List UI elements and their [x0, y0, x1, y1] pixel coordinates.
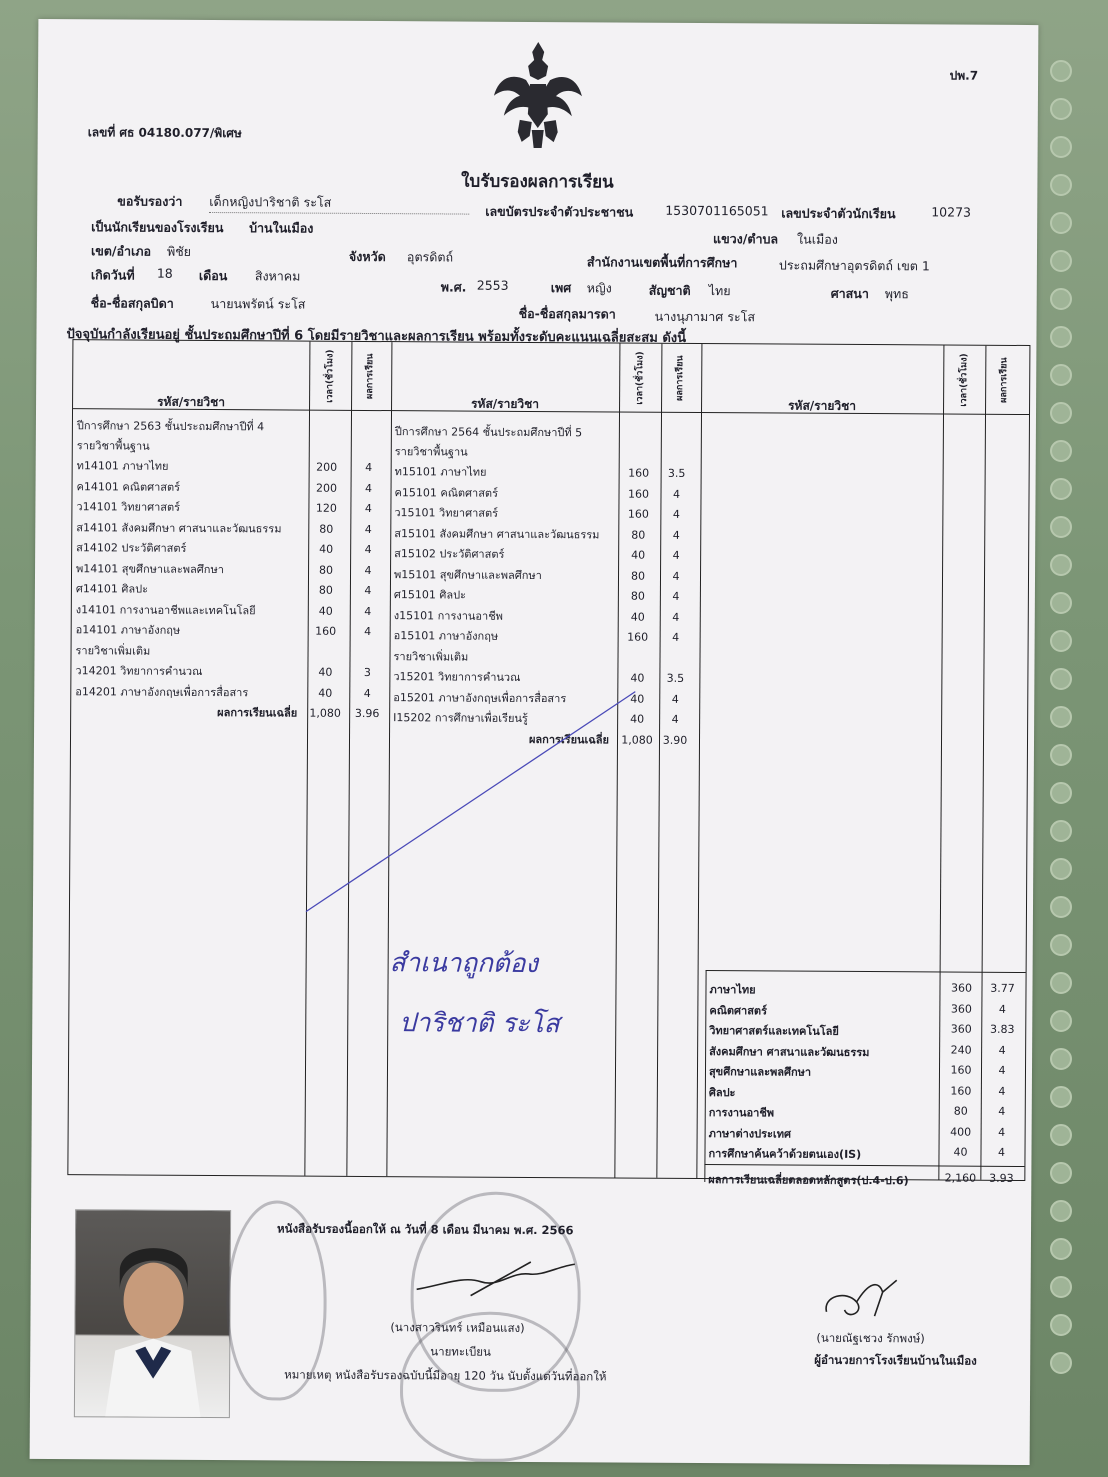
year4-basic-hours: 120 — [315, 501, 337, 515]
summary-subject: สุขศึกษาและพลศึกษา — [708, 1065, 812, 1079]
district: พิชัย — [166, 243, 192, 259]
handwritten-signature-name: ปาริชาติ ระโส — [399, 1008, 560, 1040]
year5-basic-hours: 80 — [631, 528, 646, 542]
year5-basic-row — [394, 544, 702, 566]
summary-subject: สังคมศึกษา ศาสนาและวัฒนธรรม — [709, 1044, 870, 1059]
father-label: ชื่อ-ชื่อสกุลบิดา — [90, 295, 174, 311]
col-subject-2: รหัส/รายวิชา — [471, 396, 540, 412]
certify-label: ขอรับรองว่า — [117, 193, 183, 209]
year4-basic-grade: 4 — [365, 460, 373, 475]
year5-extra-subject: ว15201 วิทยาการคำนวณ — [393, 670, 521, 684]
year4-basic-grade: 4 — [364, 522, 372, 536]
born-month: สิงหาคม — [254, 268, 301, 284]
summary-total-grade: 3.93 — [989, 1171, 1014, 1185]
nationality: ไทย — [708, 283, 731, 299]
year4-basic-subject: ศ14101 ศิลปะ — [75, 582, 149, 596]
col-grade-3: ผลการเรียน — [999, 357, 1010, 403]
summary-hours: 400 — [950, 1125, 972, 1139]
form-code: ปพ.7 — [949, 68, 979, 83]
year5-basic-row — [394, 503, 702, 525]
handwritten-certified-copy: สำเนาถูกต้อง — [389, 948, 539, 980]
year4-basic-hours: 80 — [319, 522, 334, 536]
summary-row — [705, 1124, 1027, 1146]
id-card-label: เลขบัตรประจำตัวประชาชน — [485, 203, 634, 220]
year5-basic-hours: 40 — [630, 610, 645, 624]
born-day: 18 — [156, 265, 173, 281]
summary-grade: 4 — [998, 1104, 1006, 1118]
summary-row — [705, 1001, 1027, 1023]
year4-extra-label: รายวิชาเพิ่มเติม — [75, 643, 151, 658]
summary-hours: 360 — [950, 981, 973, 995]
year4-basic-subject: ส14102 ประวัติศาสตร์ — [76, 541, 187, 555]
year4-extra-subject: ว14201 วิทยาการคำนวณ — [75, 664, 203, 678]
year5-average-hours: 1,080 — [621, 733, 653, 747]
summary-row — [705, 1021, 1027, 1043]
year4-basic-subject: พ14101 สุขศึกษาและพลศึกษา — [76, 561, 224, 576]
year4-basic-grade: 4 — [364, 563, 372, 577]
year5-basic-grade: 4 — [672, 569, 680, 583]
year5-extra-subject: I15202 การศึกษาเพื่อเรียนรู้ — [393, 711, 528, 725]
student-name: เด็กหญิงปาริชาติ ระโส — [209, 192, 469, 215]
year4-basic-grade: 4 — [364, 542, 372, 557]
year5-basic-hours: 160 — [627, 630, 649, 644]
mother-name: นางนุภามาศ ระโส — [654, 308, 756, 325]
year4-basic-row — [77, 456, 393, 478]
year4-extra-grade: 4 — [363, 686, 371, 700]
year5-average-grade: 3.90 — [662, 733, 688, 747]
director-title: ผู้อำนวยการโรงเรียนบ้านในเมือง — [814, 1352, 977, 1368]
year5-basic-hours: 40 — [631, 548, 646, 562]
year4-basic-subject: ง14101 การงานอาชีพและเทคโนโลยี — [75, 602, 256, 617]
religion: พุทธ — [884, 286, 909, 302]
year4-block — [75, 416, 393, 721]
year5-extra-label: รายวิชาเพิ่มเติม — [393, 649, 469, 664]
summary-subject: ภาษาต่างประเทศ — [708, 1126, 791, 1141]
summary-hours: 360 — [950, 1022, 972, 1036]
year4-basic-row — [76, 538, 392, 560]
col-hours-2: เวลา(ชั่วโมง) — [635, 350, 646, 405]
year5-basic-hours: 160 — [628, 466, 650, 480]
current-status-line: ปัจจุบันกำลังเรียนอยู่ ชั้นประถมศึกษาปีที่ 6 โดยมีรายวิชาและผลการเรียน พร้อมทั้งระดับคะแนนเฉลี่ยสะสม ดังนี้ — [66, 327, 687, 346]
year5-basic-hours: 160 — [627, 507, 649, 521]
year4-basic-hours: 200 — [316, 460, 338, 474]
year4-extra-hours: 40 — [318, 686, 333, 700]
year4-basic-label: รายวิชาพื้นฐาน — [76, 439, 150, 453]
year5-extra-hours: 40 — [630, 712, 645, 726]
document-number: เลขที่ ศธ 04180.077/พิเศษ — [87, 125, 242, 141]
year5-basic-grade: 4 — [672, 630, 680, 644]
year5-basic-subject: ค15101 คณิตศาสตร์ — [394, 485, 499, 500]
year5-extra-grade: 4 — [671, 712, 679, 726]
summary-grade: 3.77 — [990, 981, 1015, 995]
year5-basic-row — [394, 626, 702, 648]
year4-average-hours: 1,080 — [309, 706, 341, 720]
summary-grade: 4 — [998, 1063, 1006, 1077]
summary-row — [705, 1103, 1027, 1125]
year4-basic-row — [76, 600, 392, 622]
summary-hours: 160 — [950, 1063, 972, 1077]
col-hours-1: เวลา(ชั่วโมง) — [325, 349, 336, 403]
year4-basic-row — [76, 620, 392, 642]
document-title: ใบรับรองผลการเรียน — [461, 171, 614, 193]
col-hours-3: เวลา(ชั่วโมง) — [959, 352, 970, 407]
summary-hours: 160 — [950, 1084, 972, 1098]
year5-basic-hours: 160 — [627, 487, 650, 501]
sex-label: เพศ — [550, 280, 572, 296]
year4-basic-subject: ค14101 คณิตศาสตร์ — [76, 479, 181, 494]
year4-basic-row — [76, 518, 392, 540]
summary-grade: 4 — [998, 1043, 1006, 1057]
year5-basic-subject: ศ15101 ศิลปะ — [393, 588, 467, 602]
year5-basic-row — [395, 462, 703, 484]
summary-row — [705, 980, 1027, 1002]
year4-basic-subject: ว14101 วิทยาศาสตร์ — [76, 500, 181, 514]
year4-basic-grade: 4 — [364, 624, 372, 639]
year4-basic-row — [76, 497, 392, 519]
year5-basic-grade: 4 — [672, 610, 680, 624]
year4-basic-subject: ท14101 ภาษาไทย — [76, 459, 169, 473]
summary-grade: 4 — [997, 1145, 1006, 1159]
year5-block — [393, 422, 703, 747]
year5-basic-hours: 80 — [630, 589, 645, 603]
summary-subject: การศึกษาค้นคว้าด้วยตนเอง(IS) — [708, 1147, 862, 1162]
garuda-emblem-icon — [490, 36, 587, 153]
school-label: เป็นนักเรียนของโรงเรียน — [91, 219, 224, 236]
school-name: บ้านในเมือง — [249, 220, 314, 236]
student-no-label: เลขประจำตัวนักเรียน — [781, 205, 896, 222]
year5-extra-hours: 40 — [630, 692, 645, 706]
year5-basic-hours: 80 — [630, 569, 646, 583]
year5-basic-grade: 4 — [672, 589, 680, 603]
summary-row — [705, 1062, 1027, 1084]
col-subject-3: รหัส/รายวิชา — [788, 398, 857, 413]
pen-cancel-line — [300, 682, 641, 924]
office-label: สำนักงานเขตพื้นที่การศึกษา — [586, 254, 738, 271]
summary-grade: 4 — [998, 1084, 1006, 1098]
year4-extra-row — [75, 661, 391, 683]
summary-row — [705, 1042, 1027, 1064]
year4-basic-hours: 160 — [315, 624, 337, 638]
id-card-number: 1530701165051 — [665, 202, 769, 219]
col-grade-2: ผลการเรียน — [675, 355, 686, 401]
district-label: เขต/อำเภอ — [90, 243, 152, 259]
year5-basic-subject: ส15102 ประวัติศาสตร์ — [394, 547, 505, 561]
father-name: นายนพรัตน์ ระโส — [210, 296, 306, 312]
summary-subject: ภาษาไทย — [709, 983, 756, 997]
year5-basic-row — [394, 483, 702, 505]
issue-date-text: หนังสือรับรองนี้ออกให้ ณ วันที่ 8 เดือน มีนาคม พ.ศ. 2566 — [276, 1221, 574, 1238]
validity-note: หมายเหตุ หนังสือรับรองฉบับนี้มีอายุ 120 วัน นับตั้งแต่วันที่ออกให้ — [284, 1367, 607, 1384]
summary-grade: 4 — [998, 1125, 1006, 1139]
registrar-title: นายทะเบียน — [430, 1344, 491, 1359]
student-photo — [74, 1209, 231, 1418]
sex: หญิง — [586, 280, 612, 296]
year5-basic-subject: ง15101 การงานอาชีพ — [393, 608, 503, 623]
year4-basic-row — [76, 477, 392, 499]
summary-total-hours: 2,160 — [944, 1171, 977, 1185]
year4-basic-grade: 4 — [365, 481, 373, 495]
director-signature-icon — [816, 1276, 916, 1337]
subdistrict-label: แขวง/ตำบล — [713, 231, 779, 247]
registrar-signature-icon — [411, 1255, 581, 1306]
year4-extra-hours: 40 — [318, 665, 333, 679]
binder-holes — [1050, 60, 1080, 1420]
born-label: เกิดวันที่ — [90, 267, 135, 283]
year4-basic-hours: 40 — [318, 604, 333, 618]
col-subject-1: รหัส/รายวิชา — [157, 394, 226, 410]
year5-basic-grade: 4 — [672, 548, 680, 562]
year-label: พ.ศ. — [440, 279, 467, 295]
summary-grade: 4 — [998, 1002, 1006, 1016]
subdistrict: ในเมือง — [797, 231, 838, 247]
year5-basic-label: รายวิชาพื้นฐาน — [394, 445, 468, 459]
year5-basic-row — [394, 565, 702, 587]
year4-extra-subject: อ14201 ภาษาอังกฤษเพื่อการสื่อสาร — [75, 684, 249, 699]
year4-basic-grade: 4 — [364, 604, 372, 618]
summary-total-label: ผลการเรียนเฉลี่ยตลอดหลักสูตร(ป.4-ป.6) — [708, 1173, 909, 1188]
year4-basic-subject: ส14101 สังคมศึกษา ศาสนาและวัฒนธรรม — [76, 520, 282, 535]
year5-basic-subject: ว15101 วิทยาศาสตร์ — [394, 506, 499, 520]
religion-label: ศาสนา — [830, 285, 869, 302]
year4-basic-row — [76, 559, 392, 581]
year5-basic-grade: 3.5 — [667, 466, 686, 480]
year5-basic-subject: ท15101 ภาษาไทย — [394, 465, 487, 479]
year4-average-grade: 3.96 — [354, 706, 380, 721]
office: ประถมศึกษาอุตรดิตถ์ เขต 1 — [778, 257, 930, 274]
year4-average-label: ผลการเรียนเฉลี่ย — [217, 706, 298, 720]
certificate-sheet — [30, 19, 1039, 1465]
summary-hours: 40 — [953, 1145, 968, 1159]
year4-basic-grade: 4 — [364, 583, 372, 598]
student-number: 10273 — [931, 204, 972, 220]
province: อุตรดิตถ์ — [406, 249, 454, 265]
year5-extra-grade: 4 — [671, 692, 679, 706]
summary-subject: การงานอาชีพ — [708, 1106, 775, 1120]
year5-average-label: ผลการเรียนเฉลี่ย — [528, 732, 610, 746]
year5-basic-grade: 4 — [672, 507, 680, 521]
born-year: 2553 — [476, 277, 509, 293]
year5-basic-row — [394, 606, 702, 628]
summary-subject: คณิตศาสตร์ — [709, 1003, 768, 1017]
year5-extra-hours: 40 — [630, 671, 645, 685]
year5-basic-row — [394, 524, 702, 546]
month-label: เดือน — [198, 267, 228, 284]
grades-table — [67, 339, 1030, 1188]
year4-basic-hours: 80 — [319, 563, 334, 577]
director-name: (นายณัฐเชวง รักพงษ์) — [816, 1330, 925, 1346]
year5-basic-row — [394, 585, 702, 607]
summary-grade: 3.83 — [989, 1022, 1015, 1036]
year5-basic-subject: อ15101 ภาษาอังกฤษ — [393, 629, 499, 643]
summary-row — [704, 1144, 1026, 1166]
year5-basic-subject: พ15101 สุขศึกษาและพลศึกษา — [393, 567, 542, 582]
year5-extra-subject: อ15201 ภาษาอังกฤษเพื่อการสื่อสาร — [393, 690, 567, 705]
year4-basic-grade: 4 — [364, 501, 372, 516]
province-label: จังหวัด — [348, 248, 386, 265]
mother-label: ชื่อ-ชื่อสกุลมารดา — [518, 305, 616, 322]
year4-basic-hours: 40 — [319, 542, 334, 556]
summary-hours: 80 — [953, 1104, 968, 1118]
year5-extra-grade: 3.5 — [666, 671, 685, 685]
summary-row — [705, 1083, 1027, 1105]
col-grade-1: ผลการเรียน — [365, 353, 376, 399]
year5-basic-subject: ส15101 สังคมศึกษา ศาสนาและวัฒนธรรม — [394, 526, 600, 541]
year5-basic-grade: 4 — [672, 487, 681, 501]
summary-subject: วิทยาศาสตร์และเทคโนโลยี — [709, 1024, 839, 1038]
year4-basic-row — [76, 579, 392, 601]
year4-basic-subject: อ14101 ภาษาอังกฤษ — [75, 623, 181, 637]
summary-subject: ศิลปะ — [708, 1085, 736, 1099]
year4-heading: ปีการศึกษา 2563 ชั้นประถมศึกษาปีที่ 4 — [76, 419, 265, 434]
registrar-name: (นางสาวรินทร์ เหมือนแสง) — [390, 1320, 525, 1335]
year4-extra-grade: 3 — [363, 665, 371, 680]
nationality-label: สัญชาติ — [648, 282, 691, 298]
summary-hours: 240 — [950, 1043, 972, 1057]
year5-basic-grade: 4 — [672, 528, 680, 542]
year4-basic-hours: 200 — [316, 481, 338, 495]
year5-heading: ปีการศึกษา 2564 ชั้นประถมศึกษาปีที่ 5 — [394, 425, 583, 440]
year4-basic-hours: 80 — [318, 583, 333, 597]
summary-hours: 360 — [950, 1002, 972, 1016]
